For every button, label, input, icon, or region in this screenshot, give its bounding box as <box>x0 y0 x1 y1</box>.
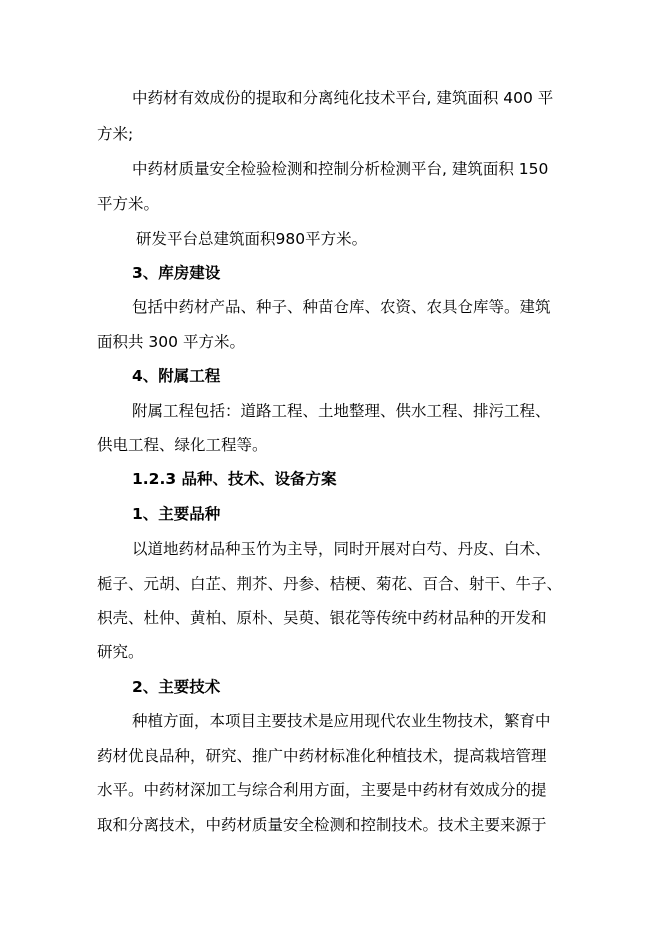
paragraph-platform-quality-line-1: 中药材质量安全检验检测和控制分析检测平台, 建筑面积 150 <box>132 160 549 178</box>
paragraph-auxiliary-line-1: 附属工程包括：道路工程、土地整理、供水工程、排污工程、 <box>132 402 551 420</box>
heading-auxiliary: 4、附属工程 <box>132 367 221 385</box>
heading-main-technology: 2、主要技术 <box>132 678 221 696</box>
paragraph-platform-extraction-line-1: 中药材有效成份的提取和分离纯化技术平台, 建筑面积 400 平 <box>132 89 554 107</box>
section-heading-1-2-3: 1.2.3 品种、技术、设备方案 <box>132 470 337 488</box>
paragraph-technology-line-4: 取和分离技术，中药材质量安全检测和控制技术。技术主要来源于 <box>97 816 547 834</box>
paragraph-varieties-line-4: 研究。 <box>97 643 144 661</box>
paragraph-technology-line-3: 水平。中药材深加工与综合利用方面，主要是中药材有效成分的提 <box>97 781 547 799</box>
paragraph-technology-line-1: 种植方面，本项目主要技术是应用现代农业生物技术，繁育中 <box>132 712 551 730</box>
paragraph-platform-extraction-line-2: 方米; <box>97 125 134 143</box>
paragraph-warehouse-line-1: 包括中药材产品、种子、种苗仓库、农资、农具仓库等。建筑 <box>132 298 551 316</box>
paragraph-varieties-line-3: 枳壳、杜仲、黄柏、原朴、吴萸、银花等传统中药材品种的开发和 <box>97 609 547 627</box>
heading-warehouse: 3、库房建设 <box>132 264 221 282</box>
heading-main-varieties: 1、主要品种 <box>132 505 221 523</box>
paragraph-auxiliary-line-2: 供电工程、绿化工程等。 <box>97 436 268 454</box>
paragraph-platform-quality-line-2: 平方米。 <box>97 195 160 213</box>
paragraph-platform-total: 研发平台总建筑面积980平方米。 <box>136 230 368 248</box>
paragraph-varieties-line-1: 以道地药材品种玉竹为主导，同时开展对白芍、丹皮、白术、 <box>132 540 551 558</box>
paragraph-technology-line-2: 药材优良品种，研究、推广中药材标准化种植技术，提高栽培管理 <box>97 747 547 765</box>
paragraph-warehouse-line-2: 面积共 300 平方米。 <box>97 333 245 351</box>
paragraph-varieties-line-2: 栀子、元胡、白芷、荆芥、丹参、桔梗、菊花、百合、射干、牛子、 <box>97 575 563 593</box>
